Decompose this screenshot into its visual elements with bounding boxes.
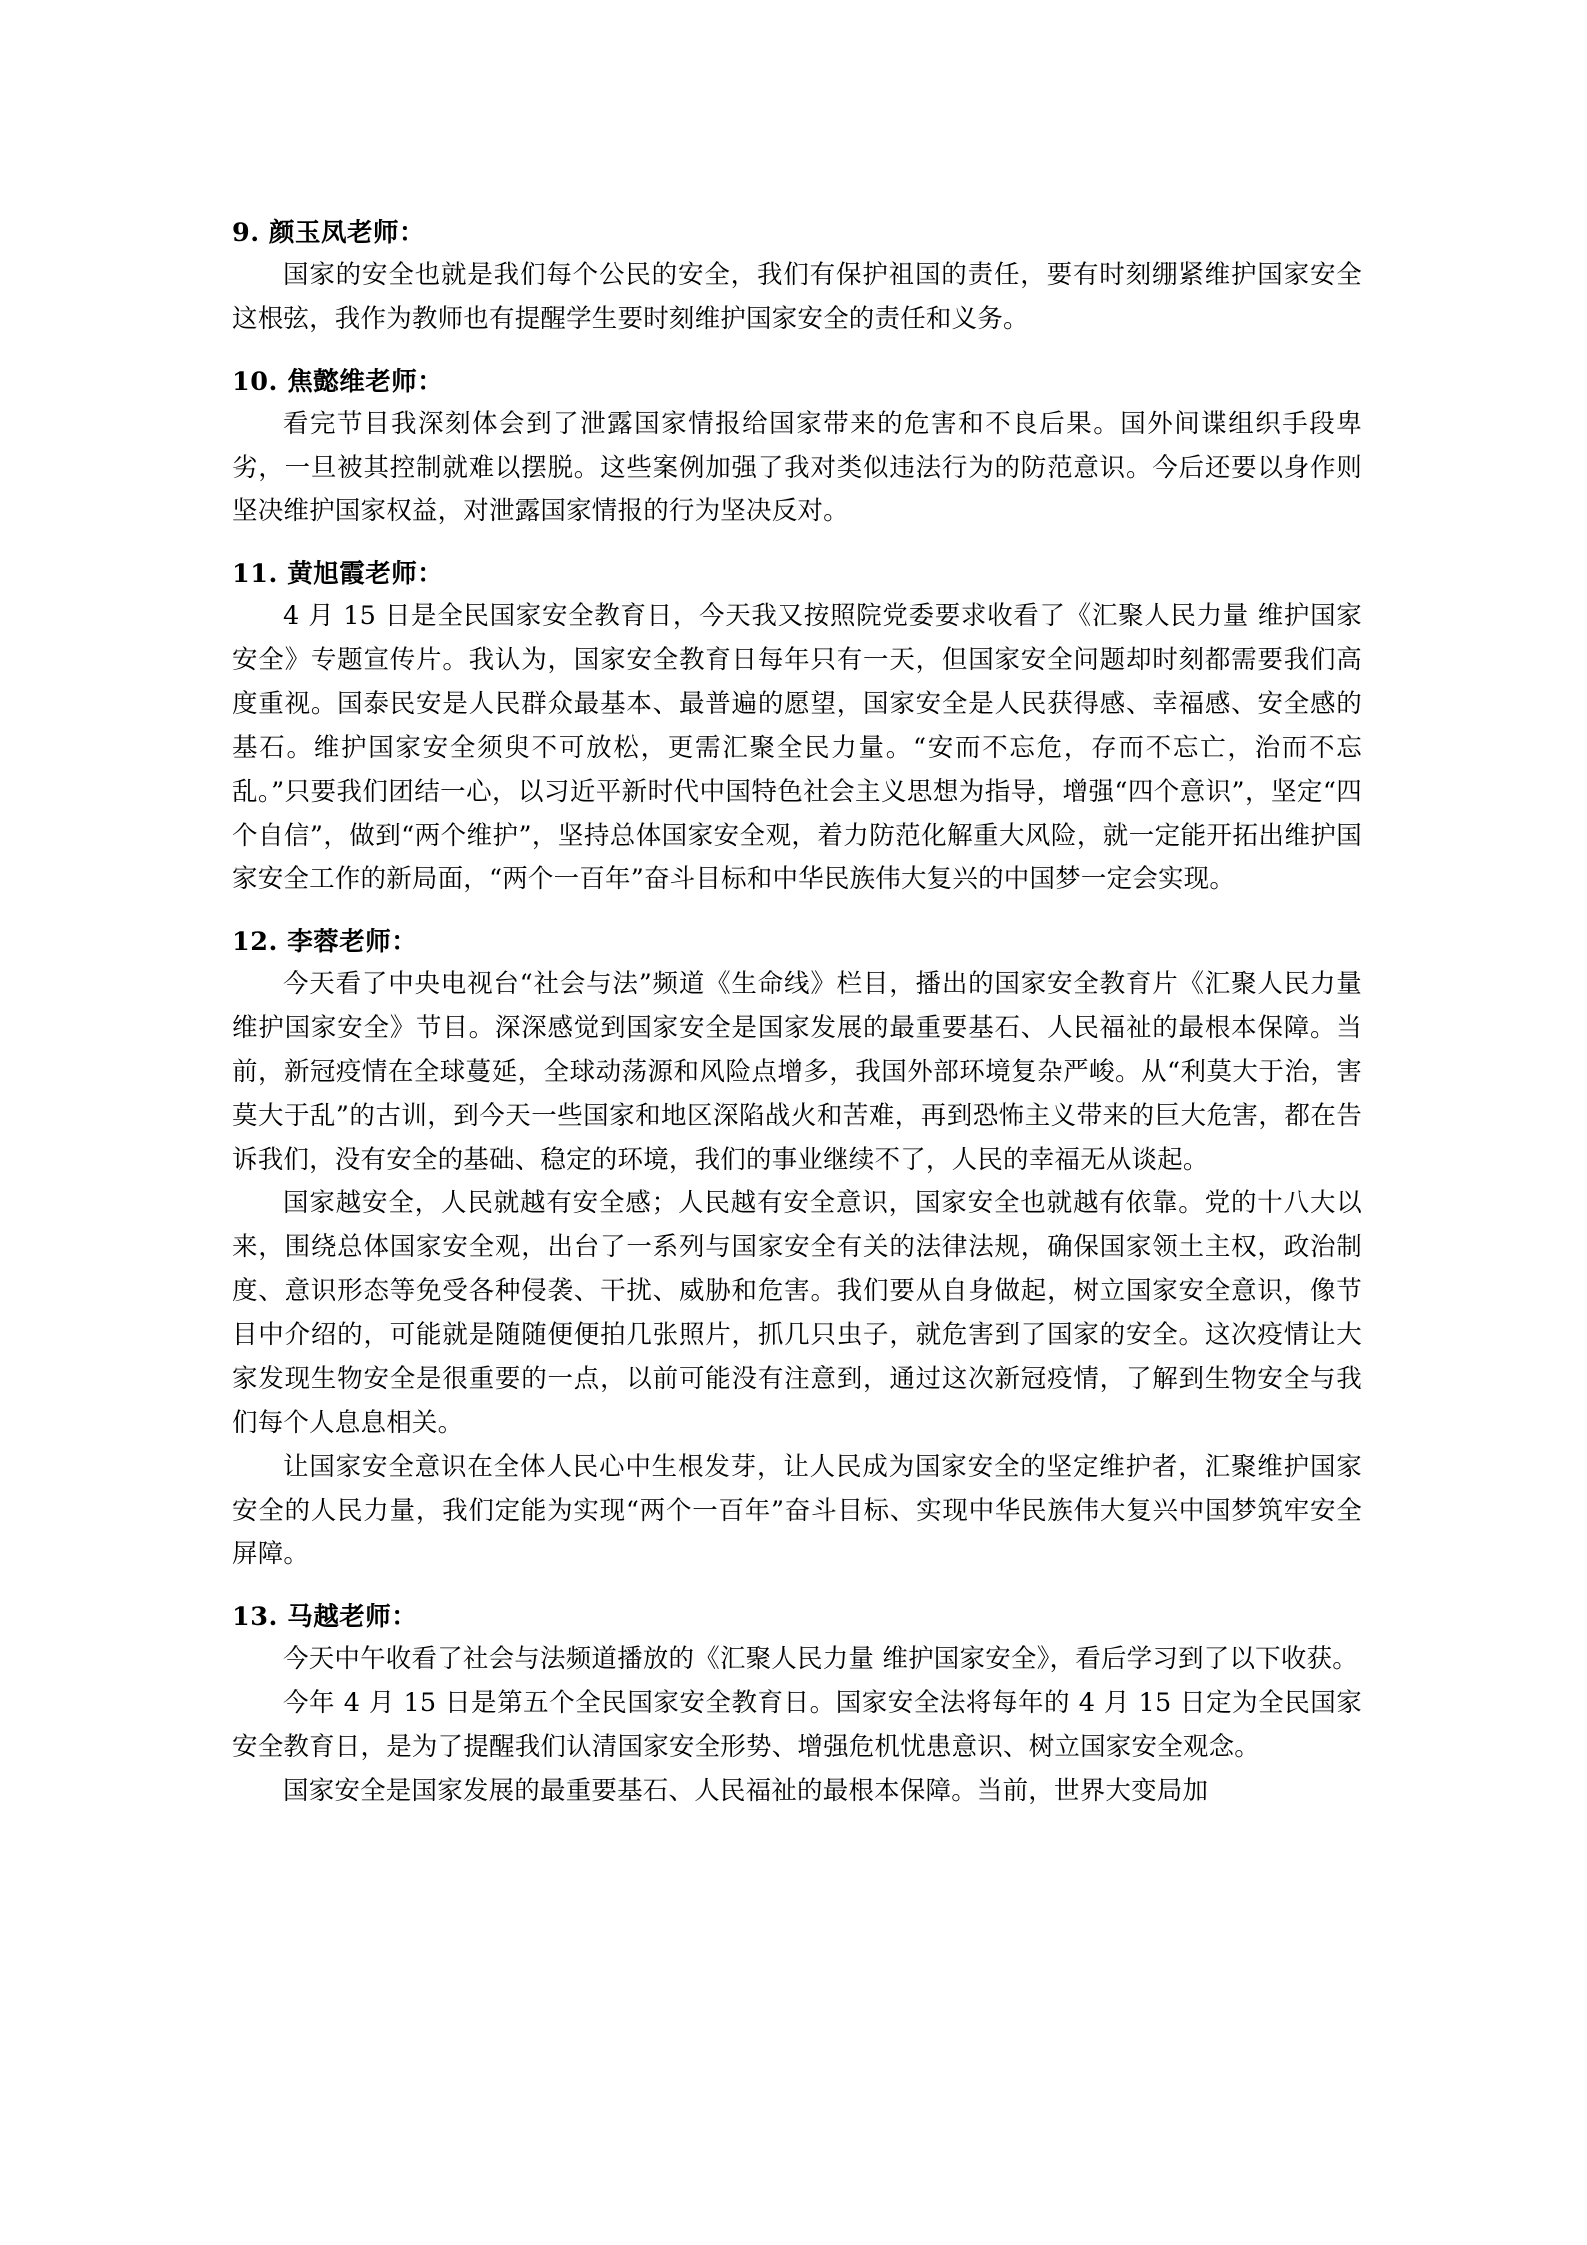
entry-paragraph: 今天中午收看了社会与法频道播放的《汇聚人民力量 维护国家安全》，看后学习到了以下收获。 xyxy=(283,1644,1358,1675)
entry-paragraph: 4 月 15 日是全民国家安全教育日，今天我又按照院党委要求收看了《汇聚人民力量 维护国家安全》专题宣传片。我认为，国家安全教育日每年只有一天，但国家安全问题却时刻都需要我们高度重视。国泰民安是人民群众最基本、最普遍的愿望，国家安全是人民获得感、幸福感、安全感的基石。维护国家安全须臾不可放松，更需汇聚全民力量。“安而不忘危，存而不忘亡，治而不忘乱。”只要我们团结一心，以习近平新时代中国特色社会主义思想为指导，增强“四个意识”，坚定“四个自信”，做到“两个维护”，坚持总体国家安全观，着力防范化解重大风险，就一定能开拓出维护国家安全工作的新局面，“两个一百年”奋斗目标和中华民族伟大复兴的中国梦一定会实现。 xyxy=(232,601,1362,895)
entry-heading: 10. 焦懿维老师： xyxy=(232,366,444,397)
entry-heading: 13. 马越老师： xyxy=(232,1602,418,1633)
entry-paragraph: 国家越安全，人民就越有安全感；人民越有安全意识，国家安全也就越有依靠。党的十八大以来，围绕总体国家安全观，出台了一系列与国家安全有关的法律法规，确保国家领土主权，政治制度、意识形态等免受各种侵袭、干扰、威胁和危害。我们要从自身做起，树立国家安全意识，像节目中介绍的，可能就是随随便便拍几张照片，抓几只虫子，就危害到了国家的安全。这次疫情让大家发现生物安全是很重要的一点，以前可能没有注意到，通过这次新冠疫情，了解到生物安全与我们每个人息息相关。 xyxy=(232,1188,1362,1438)
entry-13 xyxy=(232,1599,1362,1813)
entry-paragraph: 国家安全是国家发展的最重要基石、人民福祉的最根本保障。当前，世界大变局加 xyxy=(283,1775,1209,1806)
entry-10 xyxy=(232,364,1362,535)
entry-heading: 11. 黄旭霞老师： xyxy=(232,559,444,590)
entry-paragraph: 今年 4 月 15 日是第五个全民国家安全教育日。国家安全法将每年的 4 月 15 日定为全民国家安全教育日，是为了提醒我们认清国家安全形势、增强危机忧患意识、树立国家安全观念。 xyxy=(232,1688,1362,1762)
document-body xyxy=(232,215,1362,1834)
entry-11 xyxy=(232,556,1362,902)
entry-heading: 9. 颜玉凤老师： xyxy=(232,218,425,248)
entry-12 xyxy=(232,924,1362,1577)
entry-paragraph: 让国家安全意识在全体人民心中生根发芽，让人民成为国家安全的坚定维护者，汇聚维护国家安全的人民力量，我们定能为实现“两个一百年”奋斗目标、实现中华民族伟大复兴中国梦筑牢安全屏障。 xyxy=(232,1451,1362,1570)
entry-paragraph: 今天看了中央电视台“社会与法”频道《生命线》栏目，播出的国家安全教育片《汇聚人民力量 维护国家安全》节目。深深感觉到国家安全是国家发展的最重要基石、人民福祉的最根本保障。当前，新冠疫情在全球蔓延，全球动荡源和风险点增多，我国外部环境复杂严峻。从“利莫大于治，害莫大于乱”的古训，到今天一些国家和地区深陷战火和苦难，再到恐怖主义带来的巨大危害，都在告诉我们，没有安全的基础、稳定的环境，我们的事业继续不了，人民的幸福无从谈起。 xyxy=(232,969,1362,1175)
entry-heading: 12. 李蓉老师： xyxy=(232,927,418,958)
entry-paragraph: 国家的安全也就是我们每个公民的安全，我们有保护祖国的责任，要有时刻绷紧维护国家安全这根弦，我作为教师也有提醒学生要时刻维护国家安全的责任和义务。 xyxy=(232,259,1362,334)
entry-paragraph: 看完节目我深刻体会到了泄露国家情报给国家带来的危害和不良后果。国外间谍组织手段卑劣，一旦被其控制就难以摆脱。这些案例加强了我对类似违法行为的防范意识。今后还要以身作则坚决维护国家权益，对泄露国家情报的行为坚决反对。 xyxy=(232,408,1362,527)
entry-9 xyxy=(232,215,1362,342)
